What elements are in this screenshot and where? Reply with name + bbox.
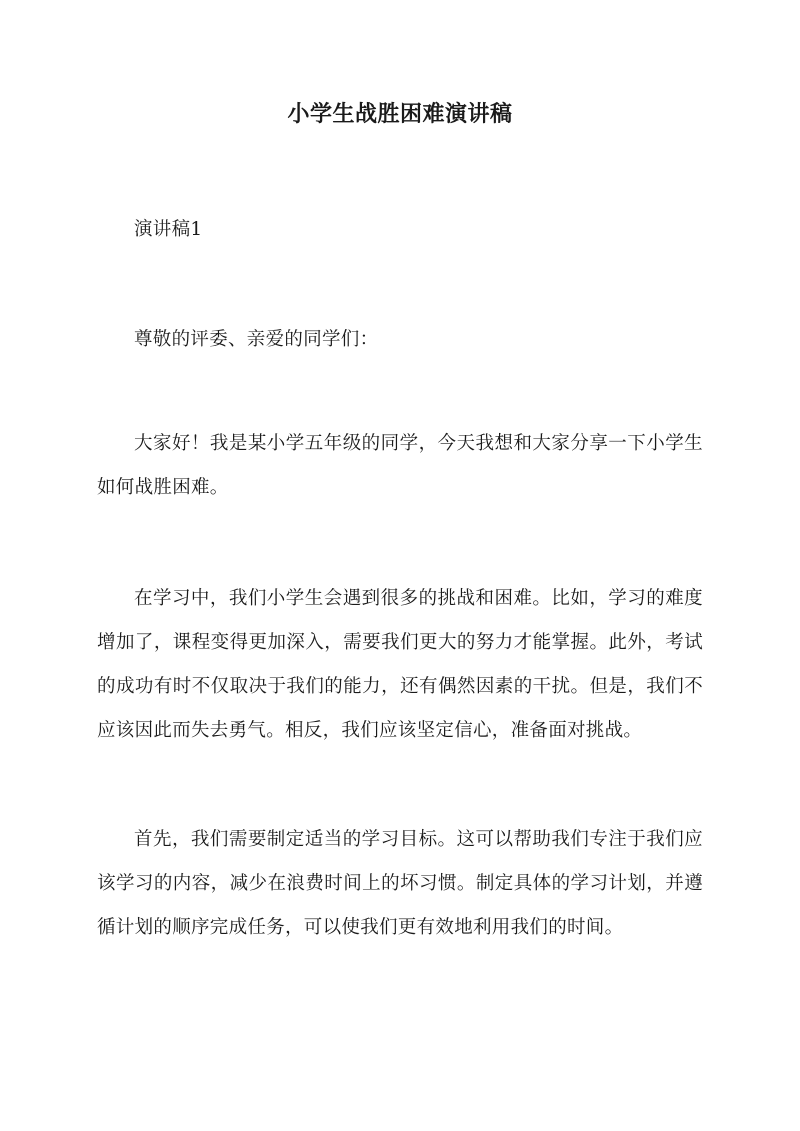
- paragraph: 在学习中，我们小学生会遇到很多的挑战和困难。比如，学习的难度增加了，课程变得更加深入，需要我们更大的努力才能掌握。此外，考试的成功有时不仅取决于我们的能力，还有偶然因素的干扰。但是，我们不应该因此而失去勇气。相反，我们应该坚定信心，准备面对挑战。: [97, 588, 703, 741]
- salutation: 尊敬的评委、亲爱的同学们：: [134, 329, 379, 350]
- document-title: 小学生战胜困难演讲稿: [287, 101, 513, 127]
- section-heading: 演讲稿1: [134, 219, 203, 240]
- paragraph: 首先，我们需要制定适当的学习目标。这可以帮助我们专注于我们应该学习的内容，减少在浪费时间上的坏习惯。制定具体的学习计划，并遵循计划的顺序完成任务，可以使我们更有效地利用我们的时间。: [97, 829, 703, 938]
- paragraph: 大家好！我是某小学五年级的同学，今天我想和大家分享一下小学生如何战胜困难。: [97, 433, 703, 498]
